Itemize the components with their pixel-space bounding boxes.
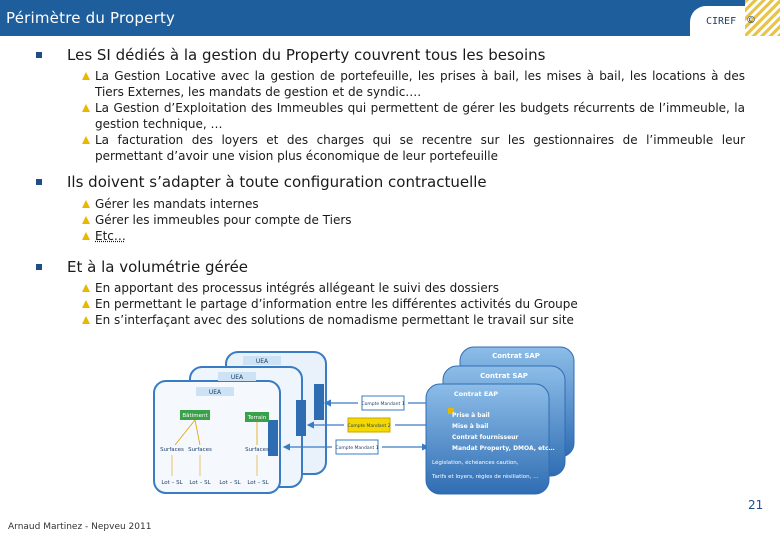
lot-label: Lot – SL bbox=[161, 480, 183, 486]
uea-stack bbox=[154, 352, 326, 493]
mandant-label: Compte Mandant 2 bbox=[347, 424, 391, 429]
copyright-symbol: © bbox=[746, 15, 756, 26]
contract-note: Législation, échéances caution, bbox=[432, 460, 519, 466]
list-item: En permettant le partage d’information entre les différentes activités du Groupe bbox=[95, 296, 745, 312]
uea-label: UEA bbox=[255, 358, 269, 365]
mandant-label: Compte Mandant 1 bbox=[361, 402, 405, 407]
list-item: Etc… bbox=[95, 228, 745, 244]
uea-label: UEA bbox=[208, 389, 222, 396]
lot-label: Lot – SL bbox=[189, 480, 211, 486]
logo-text: CIREF bbox=[706, 16, 737, 27]
slide-number: 21 bbox=[748, 498, 764, 512]
page-title: Périmètre du Property bbox=[6, 9, 176, 27]
side-tab bbox=[296, 400, 306, 436]
lot-label: Lot – SL bbox=[219, 480, 241, 486]
footer-author: Arnaud Martinez - Nepveu 2011 bbox=[8, 522, 152, 532]
contract-stack bbox=[426, 347, 574, 494]
contract-title: Contrat EAP bbox=[453, 390, 499, 398]
section-heading: Et à la volumétrie gérée bbox=[67, 258, 249, 276]
tree-leaf: Surfaces bbox=[160, 447, 184, 453]
side-tab bbox=[314, 384, 324, 420]
tree-leaf: Surfaces bbox=[188, 447, 212, 453]
contract-item: Contrat fournisseur bbox=[452, 434, 519, 441]
list-item: Gérer les immeubles pour compte de Tiers bbox=[95, 212, 745, 228]
side-tab bbox=[268, 420, 278, 456]
list-item: La Gestion Locative avec la gestion de portefeuille, les prises à bail, les mises à bail, les locations à des Tiers Externes, les mandats de gestion et de syndic…. bbox=[95, 68, 745, 100]
contract-item: Mise à bail bbox=[452, 423, 489, 430]
list-item: La facturation des loyers et des charges qui se recentre sur les gestionnaires de l’immeuble leur permettant d’avoir une vision plus économique de leur portefeuille bbox=[95, 132, 745, 164]
lot-label: Lot – SL bbox=[247, 480, 269, 486]
tree-node-label: Terrain bbox=[247, 415, 267, 421]
contract-note: Tarifs et loyers, règles de résiliation, … bbox=[432, 474, 539, 480]
uea-card bbox=[154, 381, 280, 493]
contract-item: Prise à bail bbox=[452, 412, 490, 419]
uea-label: UEA bbox=[230, 374, 244, 381]
mandant-label: Compte Mandant 1 bbox=[335, 446, 379, 451]
section-heading: Ils doivent s’adapter à toute configuration contractuelle bbox=[67, 173, 487, 191]
contract-title: Contrat SAP bbox=[480, 372, 528, 380]
list-item: En s’interfaçant avec des solutions de nomadisme permettant le travail sur site bbox=[95, 312, 745, 328]
tree-leaf: Surfaces bbox=[245, 447, 269, 453]
list-item: La Gestion d’Exploitation des Immeubles qui permettent de gérer les budgets récurrents de l’immeuble, la gestion technique, … bbox=[95, 100, 745, 132]
section-heading: Les SI dédiés à la gestion du Property couvrent tous les besoins bbox=[67, 46, 546, 64]
list-item: Gérer les mandats internes bbox=[95, 196, 745, 212]
tree-root-label: Bâtiment bbox=[182, 413, 208, 419]
contract-item: Mandat Property, DMOA, etc… bbox=[452, 445, 555, 452]
list-item: En apportant des processus intégrés allégeant le suivi des dossiers bbox=[95, 280, 745, 296]
contract-title: Contrat SAP bbox=[492, 352, 540, 360]
